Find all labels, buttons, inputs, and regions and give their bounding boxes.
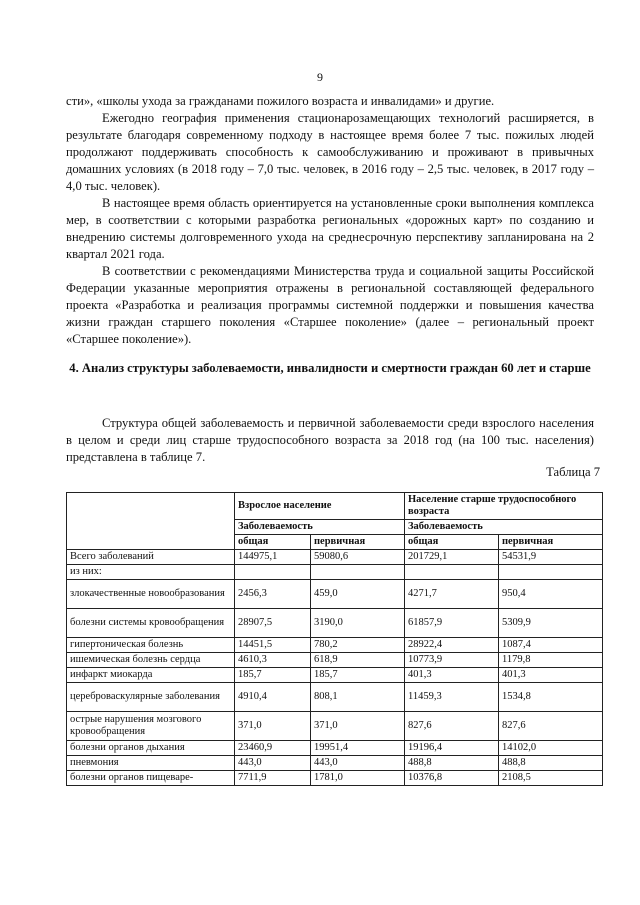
adult-primary-value: 3190,0	[311, 609, 405, 638]
adult-total-value: 144975,1	[235, 550, 311, 565]
adult-primary-value	[311, 565, 405, 580]
paragraph: сти», «школы ухода за гражданами пожилого возраста и инвалидами» и другие.	[66, 94, 495, 108]
table-caption: Таблица 7	[546, 465, 600, 479]
elderly-total-value: 11459,3	[405, 683, 499, 712]
elderly-primary-value: 827,6	[499, 712, 603, 741]
table-row	[67, 771, 603, 786]
table-row	[67, 653, 603, 668]
table-row	[67, 638, 603, 653]
table-row	[67, 756, 603, 771]
header-elderly-total: общая	[405, 535, 499, 550]
adult-primary-value: 59080,6	[311, 550, 405, 565]
header-elderly-morbidity: Заболеваемость	[405, 520, 603, 535]
row-label: злокачественные новообразования	[67, 580, 235, 609]
elderly-primary-value: 1534,8	[499, 683, 603, 712]
table-corner-cell	[67, 493, 235, 550]
adult-primary-value: 1781,0	[311, 771, 405, 786]
adult-primary-value: 459,0	[311, 580, 405, 609]
row-label: болезни органов пищеваре-	[67, 771, 235, 786]
adult-total-value: 443,0	[235, 756, 311, 771]
elderly-primary-value	[499, 565, 603, 580]
elderly-total-value	[405, 565, 499, 580]
adult-primary-value: 371,0	[311, 712, 405, 741]
elderly-total-value: 28922,4	[405, 638, 499, 653]
table-row	[67, 741, 603, 756]
elderly-primary-value: 488,8	[499, 756, 603, 771]
row-label: болезни органов дыхания	[67, 741, 235, 756]
table-row	[67, 683, 603, 712]
page-number: 9	[317, 70, 323, 84]
adult-total-value	[235, 565, 311, 580]
adult-total-value: 14451,5	[235, 638, 311, 653]
elderly-total-value: 61857,9	[405, 609, 499, 638]
elderly-total-value: 488,8	[405, 756, 499, 771]
elderly-primary-value: 1179,8	[499, 653, 603, 668]
adult-total-value: 4910,4	[235, 683, 311, 712]
table-row	[67, 565, 603, 580]
elderly-total-value: 401,3	[405, 668, 499, 683]
adult-primary-value: 780,2	[311, 638, 405, 653]
elderly-primary-value: 1087,4	[499, 638, 603, 653]
row-label: из них:	[67, 565, 235, 580]
row-label: гипертоническая болезнь	[67, 638, 235, 653]
paragraph: В соответствии с рекомендациями Министерства труда и социальной защиты Российской Федерации указанные мероприятия отражены в региональной составляющей федерального проекта «Разработка и реализация программы системной поддержки и повышения качества жизни граждан старшего поколения «Старшее поколение» (далее – региональный проект «Старшее поколение»).	[66, 264, 594, 346]
table-row	[67, 668, 603, 683]
adult-total-value: 28907,5	[235, 609, 311, 638]
table-row	[67, 550, 603, 565]
table-row	[67, 609, 603, 638]
intro-paragraph: Структура общей заболеваемость и первичной заболеваемости среди взрослого населения в целом и среди лиц старше трудоспособного возраста за 2018 год (на 100 тыс. населения) представлена в таблице 7.	[66, 416, 594, 464]
elderly-primary-value: 14102,0	[499, 741, 603, 756]
row-label: пневмония	[67, 756, 235, 771]
elderly-primary-value: 2108,5	[499, 771, 603, 786]
elderly-primary-value: 54531,9	[499, 550, 603, 565]
adult-total-value: 2456,3	[235, 580, 311, 609]
elderly-total-value: 201729,1	[405, 550, 499, 565]
elderly-total-value: 19196,4	[405, 741, 499, 756]
header-elderly-population: Население старше трудоспособного возраста	[405, 493, 603, 520]
header-elderly-primary: первичная	[499, 535, 603, 550]
elderly-total-value: 827,6	[405, 712, 499, 741]
paragraph: Ежегодно география применения стационарозамещающих технологий расширяется, в результате благодаря современному подходу в настоящее время более 7 тыс. пожилых людей продолжают поддерживать способность к самообслуживанию и проживают в привычных домашних условиях (в 2018 году – 7,0 тыс. человек, в 2016 году – 2,5 тыс. человек, в 2017 году – 4,0 тыс. человек).	[66, 111, 594, 193]
adult-total-value: 4610,3	[235, 653, 311, 668]
row-label: болезни системы кровообращения	[67, 609, 235, 638]
table-row	[67, 712, 603, 741]
adult-primary-value: 443,0	[311, 756, 405, 771]
adult-total-value: 185,7	[235, 668, 311, 683]
adult-primary-value: 808,1	[311, 683, 405, 712]
row-label: ишемическая болезнь сердца	[67, 653, 235, 668]
header-adult-primary: первичная	[311, 535, 405, 550]
adult-primary-value: 19951,4	[311, 741, 405, 756]
elderly-total-value: 10376,8	[405, 771, 499, 786]
adult-primary-value: 618,9	[311, 653, 405, 668]
body-text	[66, 93, 594, 348]
section-heading: 4. Анализ структуры заболеваемости, инвалидности и смертности граждан 60 лет и старше	[69, 361, 591, 375]
adult-total-value: 371,0	[235, 712, 311, 741]
header-adult-total: общая	[235, 535, 311, 550]
header-adult-population: Взрослое население	[235, 493, 405, 520]
row-label: острые нарушения мозгового кровообращения	[67, 712, 235, 741]
adult-total-value: 23460,9	[235, 741, 311, 756]
elderly-total-value: 10773,9	[405, 653, 499, 668]
table-row	[67, 580, 603, 609]
adult-primary-value: 185,7	[311, 668, 405, 683]
paragraph: В настоящее время область ориентируется на установленные сроки выполнения комплекса мер, в соответствии с которыми разработка региональных «дорожных карт» по созданию и внедрению системы долговременного ухода на среднесрочную перспективу запланирована на 2 квартал 2021 года.	[66, 196, 594, 261]
header-adult-morbidity: Заболеваемость	[235, 520, 405, 535]
row-label: цереброваскулярные заболевания	[67, 683, 235, 712]
elderly-primary-value: 5309,9	[499, 609, 603, 638]
adult-total-value: 7711,9	[235, 771, 311, 786]
elderly-primary-value: 950,4	[499, 580, 603, 609]
table-intro	[66, 415, 594, 466]
row-label: Всего заболеваний	[67, 550, 235, 565]
elderly-primary-value: 401,3	[499, 668, 603, 683]
morbidity-table	[66, 492, 603, 786]
elderly-total-value: 4271,7	[405, 580, 499, 609]
row-label: инфаркт миокарда	[67, 668, 235, 683]
